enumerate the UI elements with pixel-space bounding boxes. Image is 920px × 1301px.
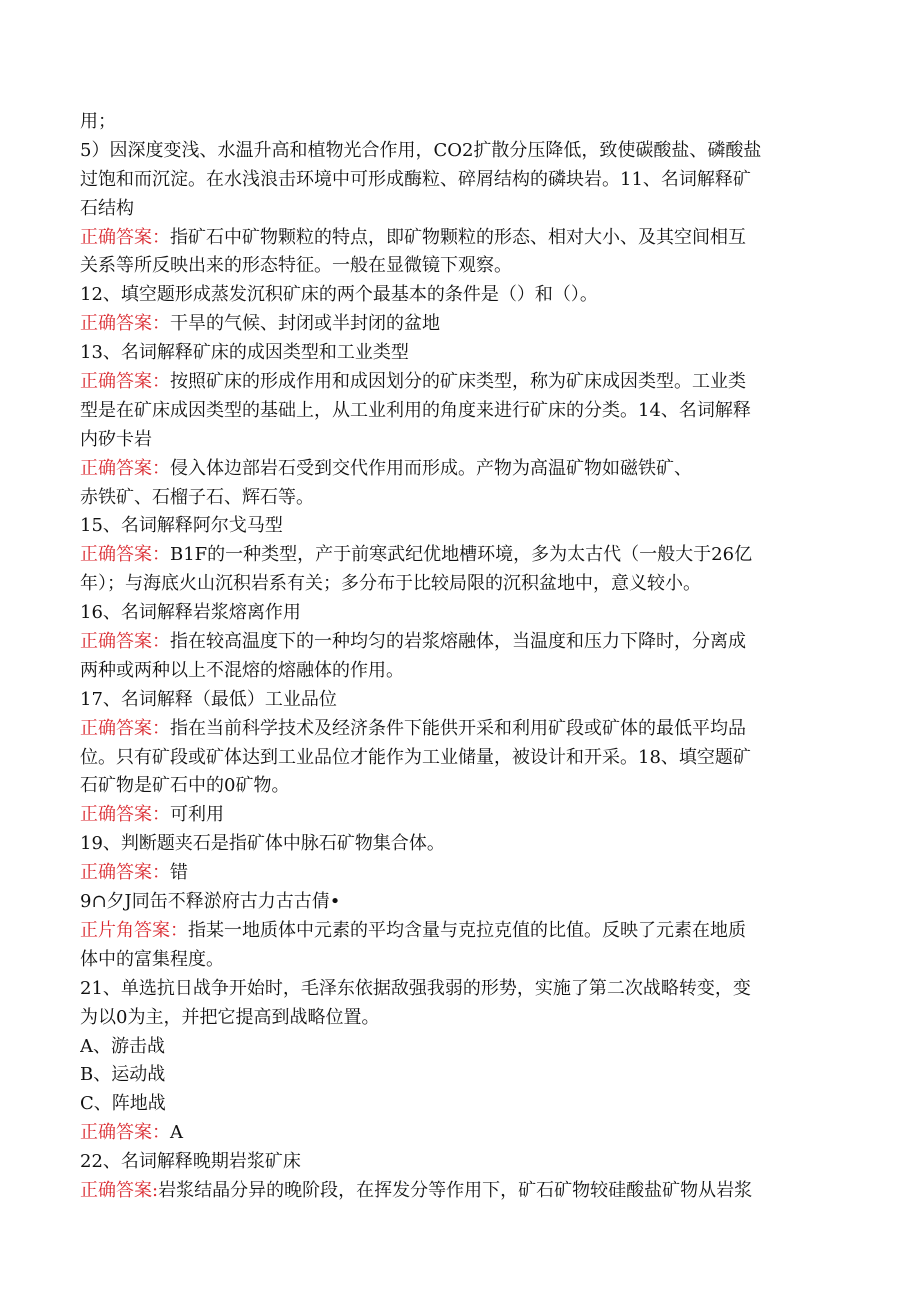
answer-text: 按照矿床的形成作用和成因划分的矿床类型，称为矿床成因类型。工业类 (170, 371, 746, 393)
answer-text: A (170, 1122, 183, 1144)
answer-text: 错 (170, 862, 188, 884)
answer-label: 正确答案： (80, 544, 170, 566)
answer-text: 岩浆结晶分异的晚阶段，在挥发分等作用下，矿石矿物较硅酸盐矿物从岩浆 (158, 1179, 753, 1201)
question-line: 22、名词解释晚期岩浆矿床 (80, 1151, 301, 1173)
answer-line (80, 541, 845, 570)
text-line: 石矿物是矿石中的0矿物。 (80, 775, 290, 797)
answer-text: 指矿石中矿物颗粒的特点，即矿物颗粒的形态、相对大小、及其空间相互 (170, 226, 746, 248)
text-line: 为以0为主，并把它提高到战略位置。 (80, 1006, 380, 1028)
question-line: 21、单选抗日战争开始时，毛泽东依据敌强我弱的形势，实施了第二次战略转变，变 (80, 977, 751, 999)
answer-label: 正片角答案： (80, 919, 188, 941)
text-line: 赤铁矿、石榴子石、辉石等。 (80, 486, 314, 508)
text-line: 5）因深度变浅、水温升高和植物光合作用，CO2扩散分压降低，致使碳酸盐、磷酸盐 (80, 139, 762, 161)
answer-line (80, 1119, 845, 1148)
option-line: B、运动战 (80, 1064, 166, 1086)
text-line: 内矽卡岩 (80, 428, 152, 450)
answer-line (80, 310, 845, 339)
text-line: 型是在矿床成因类型的基础上，从工业利用的角度来进行矿床的分类。14、名词解释 (80, 399, 751, 421)
answer-label: 正确答案： (80, 804, 170, 826)
answer-line (80, 368, 845, 397)
text-line: 体中的富集程度。 (80, 948, 224, 970)
answer-line (80, 859, 845, 888)
answer-line (80, 224, 845, 253)
text-line: 关系等所反映出来的形态特征。一般在显微镜下观察。 (80, 255, 512, 277)
answer-line (80, 715, 845, 744)
answer-text: 指在当前科学技术及经济条件下能供开采和利用矿段或矿体的最低平均品 (170, 717, 746, 739)
text-line: 位。只有矿段或矿体达到工业品位才能作为工业储量，被设计和开采。18、填空题矿 (80, 746, 751, 768)
text-line: 用； (80, 111, 116, 132)
answer-label: 正确答案： (80, 371, 170, 393)
text-line: 石结构 (80, 197, 134, 219)
text-line: 过饱和而沉淀。在水浅浪击环境中可形成酶粒、碎屑结构的磷块岩。11、名词解释矿 (80, 168, 751, 190)
option-line: C、阵地战 (80, 1093, 166, 1115)
answer-text: B1F的一种类型，产于前寒武纪优地槽环境，多为太古代（一般大于26亿 (170, 544, 753, 566)
answer-label: 正确答案： (80, 457, 170, 479)
answer-line (80, 1177, 845, 1206)
answer-label: 正确答案： (80, 313, 170, 335)
answer-label: 正确答案： (80, 1122, 170, 1144)
answer-line (80, 917, 845, 946)
answer-text: 指某一地质体中元素的平均含量与克拉克值的比值。反映了元素在地质 (188, 919, 746, 941)
answer-label: 正确答案： (80, 717, 170, 739)
answer-line (80, 628, 845, 657)
answer-text: 侵入体边部岩石受到交代作用而形成。产物为高温矿物如磁铁矿、 (170, 457, 692, 479)
option-line: A、游击战 (80, 1035, 165, 1057)
question-line: 16、名词解释岩浆熔离作用 (80, 602, 301, 624)
text-line: 两种或两种以上不混熔的熔融体的作用。 (80, 659, 404, 681)
text-line: 年）；与海底火山沉积岩系有关；多分布于比较局限的沉积盆地中，意义较小。 (80, 573, 701, 595)
answer-label: 正确答案： (80, 226, 170, 248)
question-line: 15、名词解释阿尔戈马型 (80, 515, 283, 537)
answer-label: 正确答案： (80, 862, 170, 884)
question-line: 9∩夕J同缶不释淤府古力古古倩• (80, 891, 341, 913)
question-line: 19、判断题夹石是指矿体中脉石矿物集合体。 (80, 833, 445, 855)
answer-line (80, 801, 845, 830)
answer-text: 干旱的气候、封闭或半封闭的盆地 (170, 313, 440, 335)
answer-text: 可利用 (170, 804, 224, 826)
question-line: 17、名词解释（最低）工业品位 (80, 688, 337, 710)
question-line: 12、填空题形成蒸发沉积矿床的两个最基本的条件是（）和（）。 (80, 284, 598, 306)
answer-label: 正确答案: (80, 1179, 159, 1201)
question-line: 13、名词解释矿床的成因类型和工业类型 (80, 342, 409, 364)
answer-text: 指在较高温度下的一种均匀的岩浆熔融体，当温度和压力下降时，分离成 (170, 631, 746, 653)
answer-label: 正确答案： (80, 631, 170, 653)
answer-line (80, 455, 845, 484)
document-page (80, 108, 845, 1206)
